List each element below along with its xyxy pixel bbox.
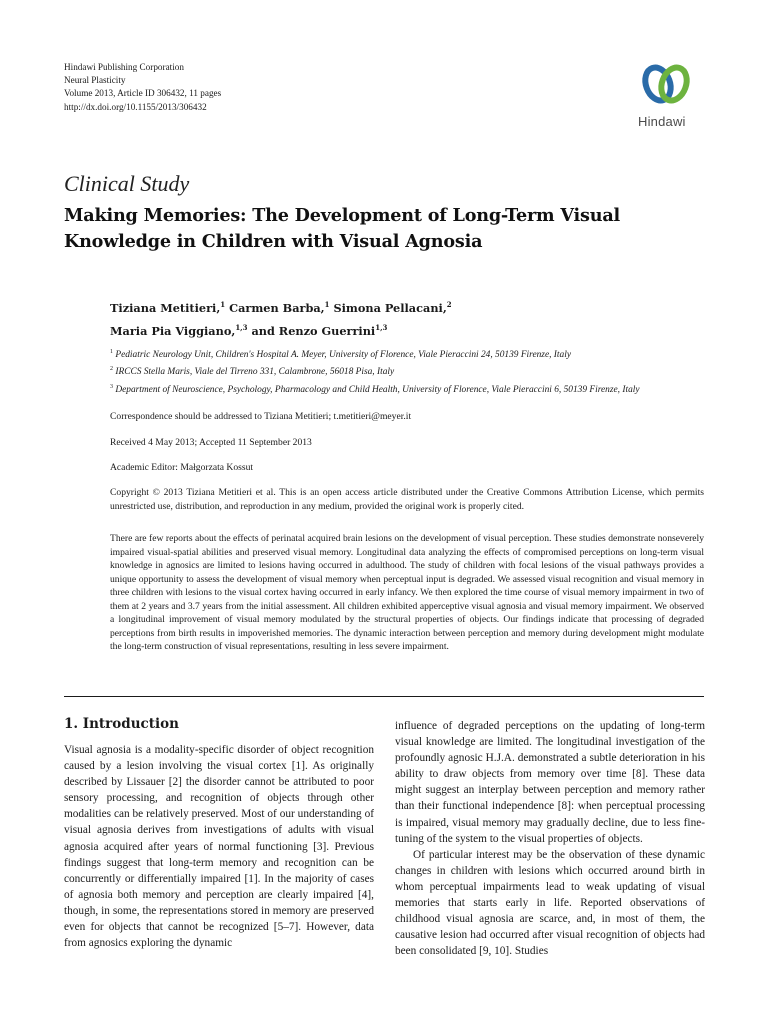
volume-info: Volume 2013, Article ID 306432, 11 pages [64,88,222,99]
affiliation-item [110,345,710,362]
body-paragraph: Of particular interest may be the observation of these dynamic changes in children with lesions which occurred around birth in whom perceptual impairments lead to weak updating of visual memories that starts early in life. Reported observations of childhood visual agnosia are scarce, and, in most of them, the causative lesion had occurred after visual recognition of objects had been consolidated [9, 10]. Studies [395,848,705,958]
affiliation-list [110,345,710,397]
body-paragraph: Visual agnosia is a modality-specific disorder of object recognition caused by a lesion involving the visual cortex [1]. As originally described by Lissauer [2] the disorder cannot be attributed to poor sensory processing, and recognition of objects through other modalities can be relatively preserved. Most of our understanding of visual agnosia derives from investigations of adults with visual agnosia acquired after years of normal functioning [3]. Previous findings suggest that long-term memory and recognition can be concurrently or differentially impaired [1]. In the majority of cases of agnosia both memory and perception are clearly impaired [4], though, in some, the representations stored in memory are preserved even for objects that cannot be recognized [5–7]. However, data from agnosics exploring the dynamic [64,744,374,950]
author-name: and Renzo Guerrini [251,323,376,338]
body-column-right [395,718,705,959]
affiliation-number: 3 [110,383,113,390]
affiliation-item [110,362,710,379]
author-list [110,295,710,341]
author-line-1 [110,295,710,318]
author-affiliation-mark: 1 [324,300,330,309]
body-paragraph: influence of degraded perceptions on the updating of long-term visual knowledge are limited. The longitudinal investigation of the profoundly agnosic H.J.A. demonstrated a subtle deterioration in his ability to draw objects from memory over time [8]. These data might suggest an interplay between perception and memory rather than their functional independence [8]: when perceptual processing is impaired, visual memory may gradually decline, due to less fine-tuning of the system to the visual properties of objects. [395,720,705,845]
author-affiliation-mark: 1 [220,300,226,309]
author-name: Carmen Barba, [229,300,325,315]
author-affiliation-mark: 1,3 [235,322,248,332]
hindawi-logo [624,58,708,130]
author-affiliation-mark: 2 [446,300,452,309]
affiliation-number: 1 [110,349,113,355]
hindawi-logo-icon [640,58,692,110]
author-name: Simona Pellacani, [333,300,447,315]
body-column-left [64,742,374,951]
introduction-heading: 1. Introduction [64,716,179,732]
affiliation-item [110,380,710,397]
author-name: Tiziana Metitieri, [110,300,221,315]
affiliation-text: IRCCS Stella Maris, Viale del Tirreno 331, Calambrone, 56018 Pisa, Italy [115,367,395,378]
received-dates: Received 4 May 2013; Accepted 11 September 2013 [110,437,312,448]
correspondence-note: Correspondence should be addressed to Tiziana Metitieri; t.metitieri@meyer.it [110,411,412,422]
article-title: Making Memories: The Development of Long-Term Visual Knowledge in Children with Visual Agnosia [64,205,621,252]
abstract: There are few reports about the effects of perinatal acquired brain lesions on the development of visual perception. These studies demonstrate nonseverely impaired visual-spatial abilities and preserved visual memory. Longitudinal data analyzing the effects of compromised perceptions on long-term visual knowledge in agnosics are limited to lesions having occurred in adulthood. The study of children with focal lesions of the visual pathways provides a unique opportunity to assess the development of visual memory when perceptual input is degraded. We assessed visual recognition and visual memory in three children with lesions to the visual cortex having occurred in early infancy. We then explored the time course of visual memory impairment in two of them at 2 years and 3.7 years from the initial assessment. All children exhibited apperceptive visual agnosia and visual memory impairment. We observed a longitudinal improvement of visual memory modulated by the structural properties of objects. Our findings indicate that processing of degraded perceptions from birth results in impoverished memories. The dynamic interaction between perception and memory during development might modulate the long-term construction of visual representations, resulting in less severe impairment. [110,533,704,652]
journal-name: Neural Plasticity [64,75,126,86]
affiliation-text: Pediatric Neurology Unit, Children's Hospital A. Meyer, University of Florence, Viale Pieraccini 24, 50139 Firenze, Italy [115,350,571,361]
article-type: Clinical Study [64,171,190,196]
author-name: Maria Pia Viggiano, [110,323,236,338]
section-divider [64,696,704,697]
affiliation-number: 2 [110,366,113,373]
copyright-notice: Copyright © 2013 Tiziana Metitieri et al. This is an open access article distributed under the Creative Commons Attribution License, which permits unrestricted use, distribution, and reproduction in any medium, provided the original work is properly cited. [110,487,704,512]
author-affiliation-mark: 1,3 [375,322,388,332]
author-line-2 [110,318,710,341]
academic-editor: Academic Editor: Małgorzata Kossut [110,462,254,473]
affiliation-text: Department of Neuroscience, Psychology, Pharmacology and Child Health, University of Florence, Viale Pieraccini 6, 50139 Firenze, Italy [115,384,640,395]
hindawi-logo-text: Hindawi [638,114,686,129]
journal-header [64,61,221,114]
publisher-name: Hindawi Publishing Corporation [64,62,184,72]
doi-link[interactable]: http://dx.doi.org/10.1155/2013/306432 [64,101,207,112]
